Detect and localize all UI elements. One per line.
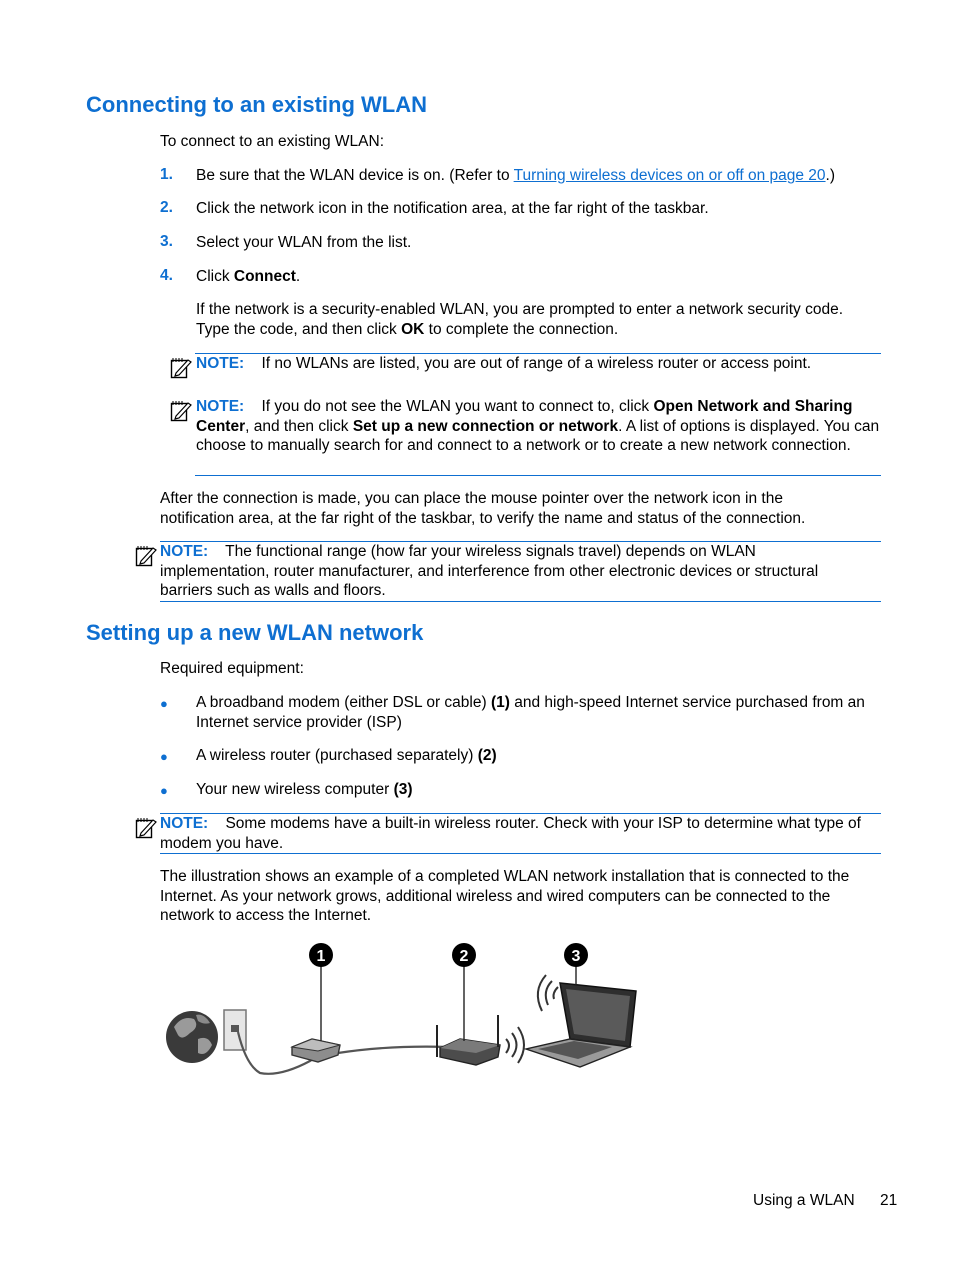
bullet-item-2: A wireless router (purchased separately) (2) [196,747,497,764]
note-1: NOTE: If no WLANs are listed, you are out of range of a wireless router or access point. [196,355,812,372]
note-2: NOTE: If you do not see the WLAN you want to connect to, click Open Network and Sharing Center, and then click Set up a new connection or network. A list of options is displayed. You can choose to manually search for and connect to a network or to create a new network connection. [196,398,880,454]
required-equipment-text: Required equipment: [160,660,304,677]
note-icon [170,400,192,422]
section-heading-connecting: Connecting to an existing WLAN [86,92,427,117]
svg-text:2: 2 [459,948,469,965]
router-icon [437,1015,500,1065]
laptop-icon [526,983,636,1067]
modem-icon [292,1039,340,1062]
wlan-network-illustration [160,935,650,1085]
step-1-text: Be sure that the WLAN device is on. (Refer to Turning wireless devices on or off on page 20.) [196,167,836,184]
callout-3 [564,943,588,967]
step-number-2: 2. [160,199,173,216]
bullet-icon: ● [160,783,168,798]
bullet-icon: ● [160,749,168,764]
bullet-item-1: A broadband modem (either DSL or cable) (1) and high-speed Internet service purchased from an Internet service provider (ISP) [196,694,865,731]
note-icon [135,545,157,567]
footer-section-title: Using a WLAN [753,1192,855,1209]
bullet-item-3: Your new wireless computer (3) [196,781,413,798]
step-2-text: Click the network icon in the notification area, at the far right of the taskbar. [196,200,709,217]
after-connection-text: After the connection is made, you can place the mouse pointer over the network icon in the notification area, at the far right of the taskbar, to verify the name and status of the connection. [160,490,806,527]
note-rule-bottom [195,475,881,476]
section-heading-setting-up: Setting up a new WLAN network [86,620,424,645]
note-icon [135,817,157,839]
note-rule-bottom [160,853,881,854]
bullet-icon: ● [160,696,168,711]
note-3: NOTE: The functional range (how far your wireless signals travel) depends on WLAN implementation, router manufacturer, and interference from other electronic devices or structural barriers such as walls and floors. [160,543,819,599]
wifi-waves-icon [506,1027,524,1063]
step-number-3: 3. [160,233,173,250]
callout-2 [452,943,476,967]
svg-text:1: 1 [316,948,326,965]
note-icon [170,357,192,379]
step-3-text: Select your WLAN from the list. [196,234,412,251]
illustration-description: The illustration shows an example of a completed WLAN network installation that is connected to the Internet. As your network grows, additional wireless and wired computers can be connected to the network to access the Internet. [160,868,850,924]
step-4-detail: If the network is a security-enabled WLAN, you are prompted to enter a network security code. Type the code, and then click OK to complete the connection. [196,301,844,338]
intro-text: To connect to an existing WLAN: [160,133,385,150]
svg-text:3: 3 [571,948,581,965]
step-4-text: Click Connect. [196,268,301,285]
callout-1 [309,943,333,967]
step-number-4: 4. [160,267,173,284]
footer-page-number: 21 [880,1192,898,1209]
page-link[interactable]: Turning wireless devices on or off on page 20 [513,167,826,184]
wall-jack-icon [224,1010,246,1050]
note-rule-bottom [160,601,881,602]
wifi-waves-icon [538,975,558,1011]
step-number-1: 1. [160,166,173,183]
globe-icon [166,1011,218,1063]
note-4: NOTE: Some modems have a built-in wireless router. Check with your ISP to determine what type of modem you have. [160,815,861,852]
